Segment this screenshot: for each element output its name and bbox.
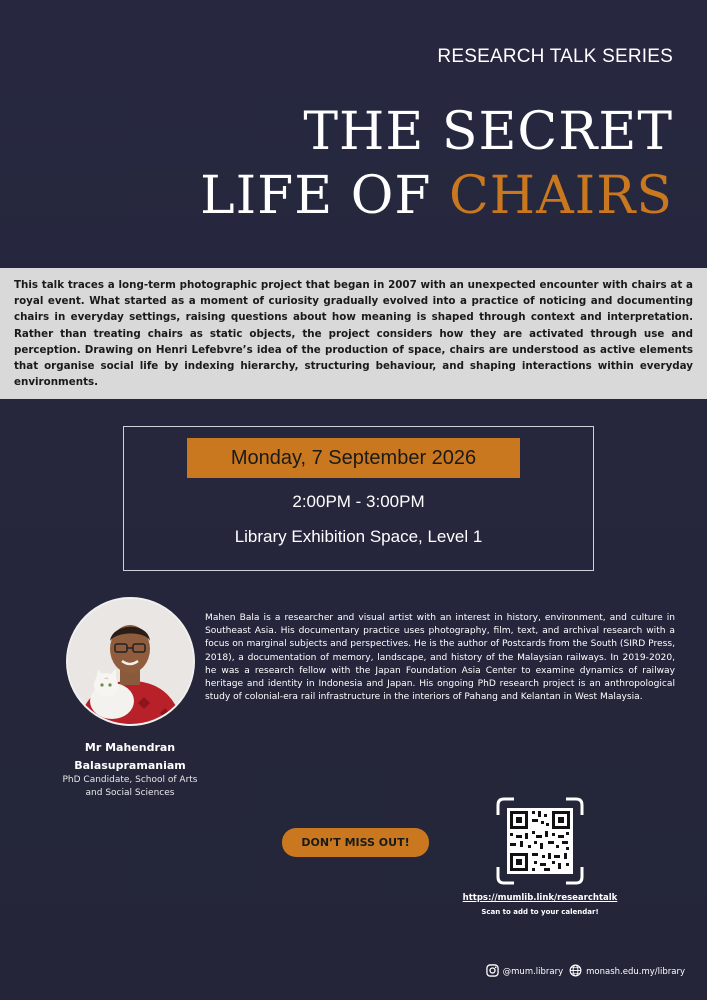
- instagram-icon: [486, 964, 499, 980]
- instagram-handle: @mum.library: [502, 967, 564, 977]
- title-line-2: [200, 164, 673, 228]
- speaker-role: [40, 774, 220, 800]
- series-label: RESEARCH TALK SERIES: [437, 46, 673, 67]
- globe-icon: [569, 964, 582, 980]
- speaker-name: [40, 739, 220, 775]
- calendar-link[interactable]: https://mumlib.link/researchtalk: [462, 893, 618, 903]
- speaker-name-line-2: Balasupramaniam: [74, 759, 186, 772]
- qr-code-icon[interactable]: [496, 797, 584, 885]
- title-line-1: THE SECRET: [303, 102, 673, 162]
- footer-website[interactable]: [569, 964, 685, 980]
- speaker-role-line-1: PhD Candidate, School of Arts: [62, 775, 198, 785]
- event-venue: Library Exhibition Space, Level 1: [234, 527, 483, 546]
- title-line-2-prefix: LIFE OF: [200, 166, 449, 226]
- speaker-name-line-1: Mr Mahendran: [84, 741, 176, 754]
- speaker-bio: Mahen Bala is a researcher and visual artist with an interest in history, environment, and culture in Southeast Asia. His documentary practice uses photography, film, text, and archival research with a focus on marginal subjects and perspectives. He is the author of Postcards from the South (SIRD Press, 2018), a documentation of memory, landscape, and history of the Malaysian railways. In 2019-2020, he was a research fellow with the Japan Foundation Asia Center to examine dynamics of railway heritage and identity in Indonesia and Japan. His ongoing PhD research project is an anthropological study of colonial-era rail infrastructure in the interiors of Pahang and Kelantan in West Malaysia.: [205, 613, 675, 703]
- qr-caption: Scan to add to your calendar!: [481, 908, 599, 916]
- event-details-box: [123, 426, 594, 571]
- talk-abstract: This talk traces a long-term photographic project that began in 2007 with an unexpected encounter with chairs at a royal event. What started as a moment of curiosity gradually evolved into a practice of noticing and documenting chairs in everyday settings, raising questions about how meaning is shaped through context and interpretation. Rather than treating chairs as static objects, the project considers how they are activated through use and perception. Drawing on Henri Lefebvre’s idea of the production of space, chairs are understood as active elements that organise social life by indexing hierarchy, structuring behaviour, and shaping interactions within everyday environments.: [0, 268, 707, 399]
- footer-instagram[interactable]: [486, 964, 564, 980]
- footer-social: [486, 964, 685, 980]
- website-url: monash.edu.my/library: [586, 967, 685, 977]
- dont-miss-out-badge: DON’T MISS OUT!: [282, 828, 429, 857]
- event-date: Monday, 7 September 2026: [187, 438, 520, 478]
- speaker-photo: [66, 597, 195, 726]
- title-accent-word: CHAIRS: [448, 166, 673, 226]
- page-title: [200, 100, 673, 228]
- event-time: 2:00PM - 3:00PM: [292, 492, 425, 511]
- speaker-role-line-2: and Social Sciences: [85, 788, 175, 798]
